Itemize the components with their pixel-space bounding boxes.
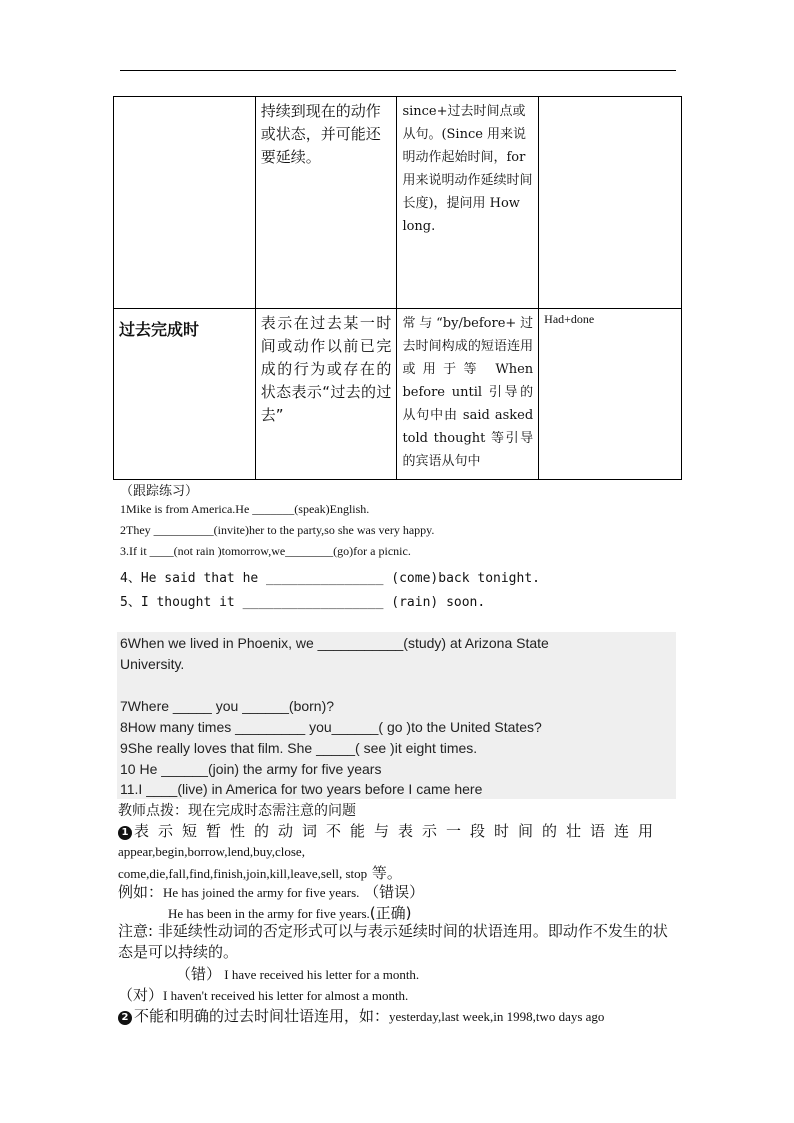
verb-list-text: come,die,fall,find,finish,join,kill,leave,sell, stop [118, 866, 368, 881]
verb-list [118, 863, 676, 884]
verb-list-suffix: 等。 [367, 864, 402, 882]
table-cell-markers: 常与“by/before+过去时间构成的短语连用或用于等 When before until 引导的从句中由 said asked told thought 等引导的宾语从句中 [397, 309, 539, 480]
grammar-table [113, 96, 682, 480]
table-cell-structure [539, 97, 682, 309]
right-tag: （对） [118, 986, 164, 1004]
example-sentence: He has joined the army for five years. [163, 885, 360, 900]
verb-list: appear,begin,borrow,lend,buy,close, [118, 844, 305, 859]
tip-point-text: 表示短暂性的动词不能与表示一段时间的壮语连用 [134, 822, 663, 840]
exercise-question: 11.I ____(live) in America for two years before I came here [120, 781, 483, 797]
table-cell-markers: since+过去时间点或从句。(Since 用来说明动作起始时间，for 用来说明动作延续时间长度)，提问用 How long. [397, 97, 539, 309]
table-cell-structure: Had+done [539, 309, 682, 480]
practice-question: 4、He said that he _______________ (come)back tonight. [120, 571, 540, 586]
number-badge: 1 [118, 826, 132, 840]
exercise-question: 7Where _____ you ______(born)? [120, 698, 335, 714]
tip-point-text: 不能和明确的过去时间壮语连用，如： [134, 1007, 390, 1025]
tip-point-1 [118, 820, 676, 841]
example-sentence: I have received his letter for a month. [221, 967, 420, 982]
exercise-box [117, 632, 676, 799]
exercise-question: 6When we lived in Phoenix, we ___________(study) at Arizona State [120, 635, 549, 651]
table-row [114, 97, 682, 309]
table-row [114, 309, 682, 480]
example-wrong [118, 882, 676, 903]
example-label: 例如： [118, 883, 164, 901]
exercise-question: 9She really loves that film. She _____( see )it eight times. [120, 740, 478, 756]
practice-question: 2They __________(invite)her to the party,so she was very happy. [120, 523, 435, 537]
table-cell-tense: 过去完成时 [114, 309, 256, 480]
time-expressions: yesterday,last week,in 1998,two days ago [389, 1009, 605, 1024]
right-tag: (正确) [369, 904, 412, 922]
header-rule [120, 70, 676, 71]
practice-question: 5、I thought it __________________ (rain) soon. [120, 595, 486, 610]
tips-heading: 教师点拨：现在完成时态需注意的问题 [118, 803, 356, 819]
exercise-question: 8How many times _________ you______( go )to the United States? [120, 719, 542, 735]
table-cell-usage: 持续到现在的动作或状态，并可能还要延续。 [255, 97, 397, 309]
practice-heading: （跟踪练习） [120, 484, 199, 499]
exercise-question: University. [120, 656, 185, 672]
practice-question: 3.If it ____(not rain )tomorrow,we________(go)for a picnic. [120, 544, 411, 558]
tip-point-2 [118, 1006, 676, 1027]
wrong-tag: （错） [176, 965, 222, 983]
number-badge: 2 [118, 1011, 132, 1025]
table-cell-usage: 表示在过去某一时间或动作以前已完成的行为或存在的状态表示“过去的过去” [255, 309, 397, 480]
example-wrong-2 [176, 964, 576, 985]
exercise-question: 10 He ______(join) the army for five years [120, 761, 382, 777]
example-sentence: He has been in the army for five years. [168, 906, 370, 921]
example-right-2 [118, 985, 676, 1006]
wrong-tag: （错误） [359, 883, 425, 901]
practice-question: 1Mike is from America.He _______(speak)English. [120, 502, 370, 516]
note-paragraph: 注意: 非延续性动词的否定形式可以与表示延续时间的状语连用。即动作不发生的状态是可以持续的。 [118, 922, 668, 961]
example-sentence: I haven't received his letter for almost a month. [163, 988, 409, 1003]
table-cell-tense [114, 97, 256, 309]
